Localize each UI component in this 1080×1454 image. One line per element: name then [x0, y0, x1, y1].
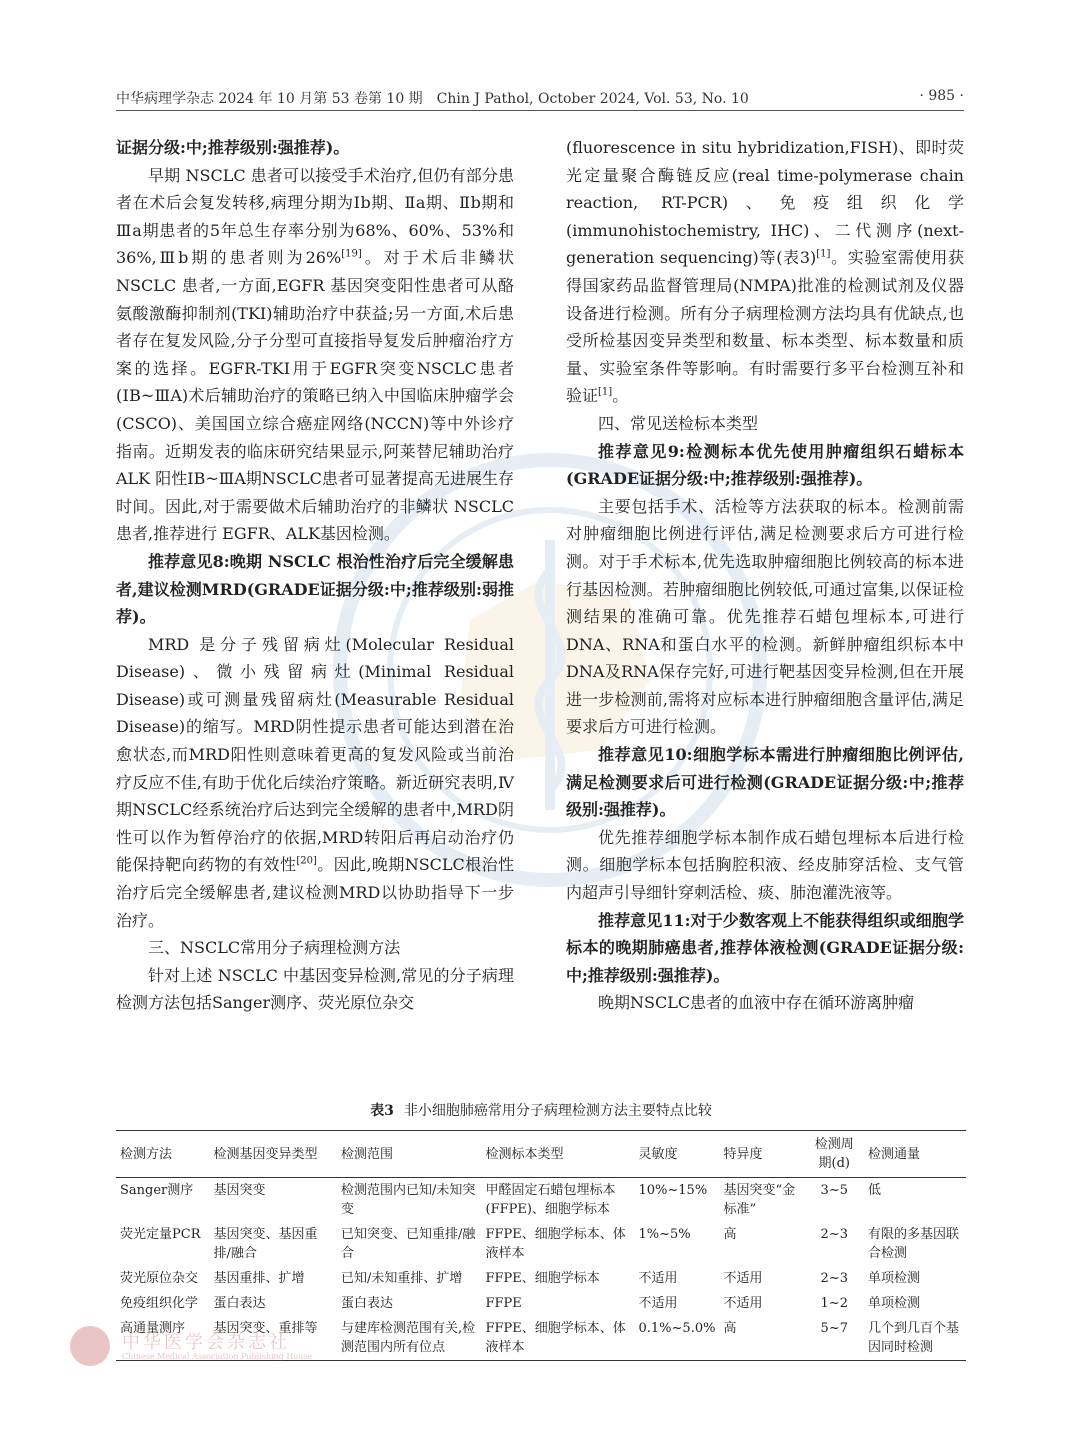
section-heading-4: 四、常见送检标本类型 — [598, 413, 759, 433]
column-header: 检测范围 — [341, 1146, 394, 1162]
table-cell: 1%~5% — [638, 1227, 691, 1242]
table-cell: 高 — [723, 1227, 737, 1242]
citation-ref: [1] — [816, 249, 831, 261]
table-cell: 5~7 — [820, 1321, 848, 1336]
table-row — [116, 1222, 966, 1266]
paragraph-mrd — [116, 631, 514, 935]
table-cell: 2~3 — [820, 1227, 848, 1242]
section-heading-3: 三、NSCLC常用分子病理检测方法 — [148, 938, 401, 958]
table-row — [116, 1178, 966, 1223]
table-cell: Sanger测序 — [120, 1183, 194, 1198]
table-title: 非小细胞肺癌常用分子病理检测方法主要特点比较 — [403, 1103, 712, 1119]
table-cell: FFPE、细胞学标本 — [485, 1271, 600, 1286]
right-column — [566, 134, 964, 1017]
table-cell: 免疫组织化学 — [120, 1296, 199, 1311]
recommendation-11: 推荐意见11:对于少数客观上不能获得组织或细胞学标本的晚期肺癌患者,推荐体液检测(GRADE证据分级:中;推荐级别:强推荐)。 — [566, 910, 964, 985]
text-run: 。因此,晚期NSCLC根治性治疗后完全缓解患者,建议检测MRD以协助指导下一步治疗。 — [116, 855, 514, 930]
paragraph-early-nsclc — [116, 162, 514, 548]
table-cell: 不适用 — [638, 1296, 678, 1311]
table-cell: 基因突变 — [213, 1183, 266, 1198]
table-cell: 荧光原位杂交 — [120, 1271, 199, 1286]
table-cell: FFPE — [485, 1296, 522, 1311]
text-run: 早期 NSCLC 患者可以接受手术治疗,但仍有部分患者在术后会复发转移,病理分期为Ⅰb期、Ⅱa期、Ⅱb期和Ⅲa期患者的5年总生存率分别为68%、60%、53%和36%,Ⅲb期的患者则为26% — [116, 165, 514, 268]
table-cell: 已知/未知重排、扩增 — [341, 1271, 463, 1286]
table-row — [116, 1291, 966, 1316]
table-cell: 几个到几百个基因同时检测 — [868, 1321, 960, 1355]
text-run: (fluorescence in situ hybridization,FISH)、即时荧光定量聚合酶链反应(real time-polymerase chain reaction, RT-PCR)、免疫组织化学(immunohistochemistry, IHC)、二代测序(next-generation sequencing)等(表3) — [566, 138, 964, 268]
table-cell: 高通量测序 — [120, 1321, 186, 1336]
table-cell: 不适用 — [723, 1296, 763, 1311]
table-cell: 基因突变、重排等 — [213, 1321, 318, 1336]
table-row — [116, 1266, 966, 1291]
table-cell: 2~3 — [820, 1271, 848, 1286]
column-header: 检测基因变异类型 — [213, 1146, 318, 1162]
recommendation-10: 推荐意见10:细胞学标本需进行肿瘤细胞比例评估,满足检测要求后可进行检测(GRADE证据分级:中;推荐级别:强推荐)。 — [566, 745, 964, 820]
paragraph-methods-intro: 针对上述 NSCLC 中基因变异检测,常见的分子病理检测方法包括Sanger测序、荧光原位杂交 — [116, 965, 514, 1013]
journal-citation: 中华病理学杂志 2024 年 10 月第 53 卷第 10 期 Chin J Pathol, October 2024, Vol. 53, No. 10 — [116, 91, 749, 107]
table-cell: 基因重排、扩增 — [213, 1271, 305, 1286]
table-cell: 0.1%~5.0% — [638, 1321, 716, 1336]
table-cell: 蛋白表达 — [213, 1296, 266, 1311]
recommendation-8: 推荐意见8:晚期 NSCLC 根治性治疗后完全缓解患者,建议检测MRD(GRADE证据分级:中;推荐级别:弱推荐)。 — [116, 551, 514, 627]
table-cell: 蛋白表达 — [341, 1296, 394, 1311]
publisher-logo — [70, 1322, 370, 1372]
table-number: 表3 — [370, 1103, 394, 1119]
paragraph-tissue-specimen: 主要包括手术、活检等方法获取的标本。检测前需对肿瘤细胞比例进行评估,满足检测要求后方可进行检测。对于手术标本,优先选取肿瘤细胞比例较高的标本进行基因检测。若肿瘤细胞比例较低,可通过富集,以保证检测结果的准确可靠。优先推荐石蜡包埋标本,可进行DNA、RNA和蛋白水平的检测。新鲜肿瘤组织标本中DNA及RNA保存完好,可进行靶基因变异检测,但在开展进一步检测前,需将对应标本进行肿瘤细胞含量评估,满足要求后方可进行检测。 — [566, 496, 964, 737]
table-cell: 单项检测 — [868, 1296, 921, 1311]
table-cell: 高 — [723, 1321, 737, 1336]
table-cell: FFPE、细胞学标本、体液样本 — [485, 1321, 626, 1355]
table-cell: 已知突变、已知重排/融合 — [341, 1227, 476, 1261]
table-cell: 低 — [868, 1183, 882, 1198]
table-cell: 有限的多基因联合检测 — [868, 1227, 960, 1261]
table-cell: 荧光定量PCR — [120, 1227, 201, 1242]
column-header: 灵敏度 — [638, 1146, 678, 1162]
column-header: 检测标本类型 — [485, 1146, 564, 1162]
page-number: · 985 · — [919, 88, 964, 104]
text-run: 。实验室需使用获得国家药品监督管理局(NMPA)批准的检测试剂及仪器设备进行检测。所有分子病理检测方法均具有优缺点,也受所检基因变异类型和数量、标本类型、标本数量和质量、实验室条件等影响。有时需要行多平台检测互补和验证 — [566, 248, 964, 406]
text-run: MRD 是分子残留病灶(Molecular Residual Disease)、微小残留病灶(Minimal Residual Disease)或可测量残留病灶(Measurable Residual Disease)的缩写。MRD阴性提示患者可能达到潜在治愈状态,而MRD阳性则意味着更高的复发风险或当前治疗反应不佳,有助于优化后续治疗策略。新近研究表明,Ⅳ期NSCLC经系统治疗后达到完全缓解的患者中,MRD阴性可以作为暂停治疗的依据,MRD转阳后再启动治疗仍能保持靶向药物的有效性 — [116, 634, 514, 875]
table-cell: 单项检测 — [868, 1271, 921, 1286]
left-column — [116, 134, 514, 1017]
text-run: 。对于术后非鳞状 NSCLC 患者,一方面,EGFR 基因突变阳性患者可从酪氨酸激酶抑制剂(TKI)辅助治疗中获益;另一方面,术后患者存在复发风险,分子分型可直接指导复发后肿瘤治疗方案的选择。EGFR-TKI用于EGFR突变NSCLC患者(ⅠB~ⅢA)术后辅助治疗的策略已纳入中国临床肿瘤学会(CSCO)、美国国立综合癌症网络(NCCN)等中外诊疗指南。近期发表的临床研究结果显示,阿莱替尼辅助治疗 ALK 阳性ⅠB~ⅢA期NSCLC患者可显著提高无进展生存时间。因此,对于需要做术后辅助治疗的非鳞状 NSCLC 患者,推荐进行 EGFR、ALK基因检测。 — [116, 248, 514, 544]
publisher-seal-icon — [70, 1326, 110, 1366]
table-cell: 1~2 — [820, 1296, 848, 1311]
paragraph-cytology: 优先推荐细胞学标本制作成石蜡包埋标本后进行检测。细胞学标本包括胸腔积液、经皮肺穿活检、支气管内超声引导细针穿刺活检、痰、肺泡灌洗液等。 — [566, 827, 964, 903]
column-header: 检测方法 — [120, 1146, 173, 1162]
table-cell: 检测范围内已知/未知突变 — [341, 1183, 476, 1217]
table-cell: 3~5 — [820, 1183, 848, 1198]
table-cell: 不适用 — [723, 1271, 763, 1286]
table-cell: 10%~15% — [638, 1183, 708, 1198]
table-cell: 与建库检测范围有关,检测范围内所有位点 — [341, 1321, 476, 1355]
column-header: 特异度 — [723, 1146, 763, 1162]
column-header: 检测周期(d) — [814, 1137, 854, 1171]
table-cell: 不适用 — [638, 1271, 678, 1286]
recommendation-continuation: 证据分级:中;推荐级别:强推荐)。 — [116, 138, 350, 157]
table-cell: 甲醛固定石蜡包埋标本(FFPE)、细胞学标本 — [485, 1183, 616, 1217]
citation-ref: [20] — [296, 856, 317, 868]
paragraph-liquid-biopsy: 晚期NSCLC患者的血液中存在循环游离肿瘤 — [598, 993, 915, 1013]
table-cell: FFPE、细胞学标本、体液样本 — [485, 1227, 626, 1261]
table-header-row — [116, 1131, 966, 1178]
running-header — [116, 88, 964, 111]
publisher-name: 中华医学会杂志社 — [122, 1332, 290, 1353]
citation-ref: [1] — [598, 387, 613, 399]
table-caption — [116, 1100, 966, 1120]
table-cell: 基因突变“金标准” — [723, 1183, 796, 1217]
paragraph-methods-cont — [566, 134, 964, 410]
recommendation-9: 推荐意见9:检测标本优先使用肿瘤组织石蜡标本(GRADE证据分级:中;推荐级别:强推荐)。 — [566, 441, 964, 489]
text-run: 。 — [612, 386, 629, 406]
column-header: 检测通量 — [868, 1146, 921, 1162]
citation-ref: [19] — [341, 249, 362, 261]
publisher-name-en: Chinese Medical Association Publishing House — [122, 1352, 313, 1361]
table-cell: 基因突变、基因重排/融合 — [213, 1227, 318, 1261]
